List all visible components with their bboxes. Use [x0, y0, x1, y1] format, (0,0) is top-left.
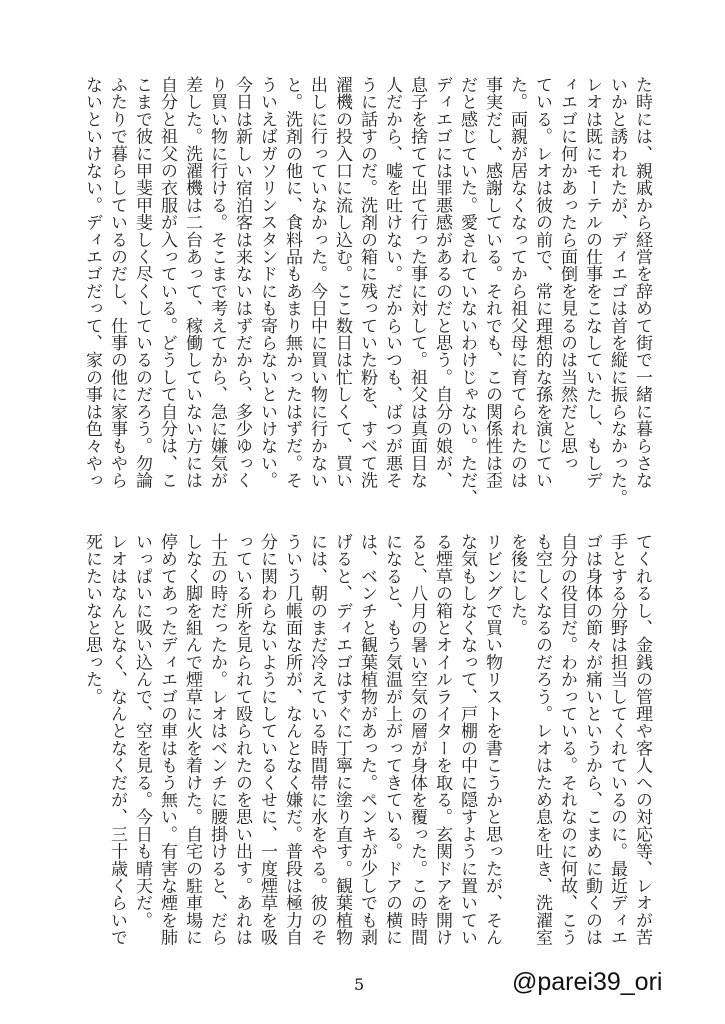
text-column: た。両親が居なくなってから祖父母に育てられたのは: [507, 76, 527, 489]
text-column: を後にした。: [507, 533, 527, 637]
text-column: いっぱいに吸い込んで、空を見る。今日も晴天だ。: [132, 533, 152, 929]
text-column: り買い物に行ける。そこまで考えてから、急に嫌気が: [207, 76, 227, 489]
text-column: になると、もう気温が上がってきている。ドアの横に: [382, 533, 402, 946]
text-column: 十五の時だったか。レオはベンチに腰掛けると、だら: [207, 533, 227, 946]
text-column: には、朝のまだ冷えている時間帯に水をやる。彼のそ: [307, 533, 327, 946]
text-column: る煙草の箱とオイルライターを取る。玄関ドアを開け: [432, 533, 452, 946]
text-column: 人だから、嘘を吐けない。だからいつも、ばつが悪そ: [382, 76, 402, 489]
text-column: ふたりで暮らしているのだし、仕事の他に家事もやら: [107, 76, 127, 489]
text-column: も空しくなるのだろう。レオはため息を吐き、洗濯室: [532, 533, 552, 946]
text-column: 自分と祖父の衣服が入っている。どうして自分は、こ: [157, 76, 177, 489]
body-text-lower-block: [77, 533, 654, 946]
text-column: 差した。洗濯機は二台あって、稼働していない方には: [182, 76, 202, 489]
body-text-upper-block: [77, 76, 654, 506]
text-column: 濯機の投入口に流し込む。ここ数日は忙しくて、買い: [332, 76, 352, 489]
text-column: レオは既にモーテルの仕事をこなしていたし、もしデ: [582, 76, 602, 489]
text-column: レオはなんとなく、なんとなくだが、三十歳くらいで: [107, 533, 127, 946]
text-column: ると、八月の暑い空気の層が身体を覆った。この時間: [407, 533, 427, 946]
text-column: 息子を捨てて出て行った事に対して。祖父は真面目な: [407, 76, 427, 489]
text-column: 出しに行っていなかった。今日中に買い物に行かない: [307, 76, 327, 489]
author-handle: @parei39_ori: [512, 968, 663, 996]
text-column: こまで彼に甲斐甲斐しく尽くしているのだろう。勿論: [132, 76, 152, 489]
text-column: な気もしなくなって、戸棚の中に隠すように置いてい: [457, 533, 477, 946]
page-number: 5: [354, 975, 365, 994]
text-column: っている所を見られて殴られたのを思い出す。あれは: [232, 533, 252, 946]
text-column: ないといけない。ディエゴだって、家の事は色々やっ: [82, 76, 102, 489]
text-column: ディエゴには罪悪感があるのだと思う。自分の娘が、: [432, 76, 452, 489]
text-column: は、ベンチと観葉植物があった。ペンキが少しでも剥: [357, 533, 377, 946]
text-column: いかと誘われたが、ディエゴは首を縦に振らなかった。: [607, 76, 627, 506]
text-column: 分に関わらないようにしているくせに、一度煙草を吸: [257, 533, 277, 946]
text-column: 自分の役目だ。わかっている。それなのに何故、こう: [557, 533, 577, 946]
text-column: 事実だし、感謝している。それでも、この関係性は歪: [482, 76, 502, 489]
text-column: リビングで買い物リストを書こうかと思ったが、そん: [482, 533, 502, 946]
text-column: 手とする分野は担当してくれているのに。最近ディエ: [607, 533, 627, 946]
text-column: げると、ディエゴはすぐに丁寧に塗り直す。観葉植物: [332, 533, 352, 946]
text-column: うに話すのだ。洗剤の箱に残っていた粉を、すべて洗: [357, 76, 377, 489]
text-column: しなく脚を組んで煙草に火を着けた。自宅の駐車場に: [182, 533, 202, 946]
text-column: と。洗剤の他に、食料品もあまり無かったはずだ。そ: [282, 76, 302, 489]
text-column: てくれるし、金銭の管理や客人への対応等、レオが苦: [632, 533, 652, 946]
text-column: だと感じていた。愛されていないわけじゃない。ただ、: [457, 76, 477, 506]
text-column: ィエゴに何かあったら面倒を見るのは当然だと思っ: [557, 76, 577, 472]
text-column: ういう几帳面な所が、なんとなく嫌だ。普段は極力自: [282, 533, 302, 946]
text-column: ている。レオは彼の前で、常に理想的な孫を演じてい: [532, 76, 552, 489]
text-column: た時には、親戚から経営を辞めて街で一緒に暮らさな: [632, 76, 652, 489]
text-column: 今日は新しい宿泊客は来ないはずだから、多少ゆっく: [232, 76, 252, 489]
text-column: 死にたいなと思った。: [82, 533, 102, 705]
text-column: 停めてあったディエゴの車はもう無い。有害な煙を肺: [157, 533, 177, 946]
text-column: ういえばガソリンスタンドにも寄らないといけない。: [257, 76, 277, 489]
text-column: ゴは身体の節々が痛いというから、こまめに動くのは: [582, 533, 602, 946]
